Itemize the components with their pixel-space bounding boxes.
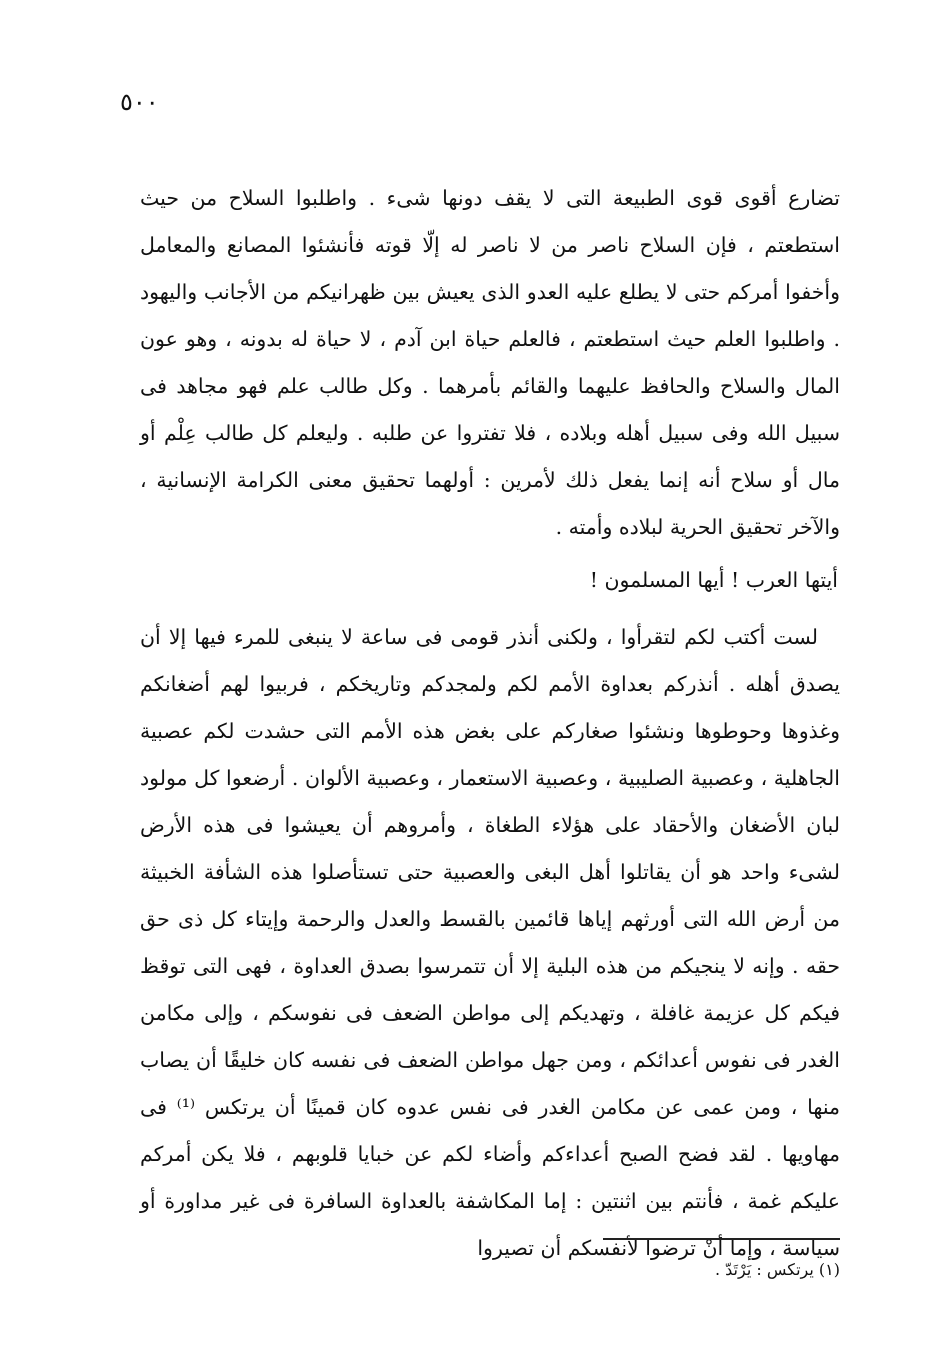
paragraph: لست أكتب لكم لتقرأوا ، ولكنى أنذر قومى فى ساعة لا ينبغى للمرء فيها إلا أن يصدق أهله . أنذركم بعداوة الأمم لكم ولمجدكم وتاريخكم ، فربيوا لهم أضغانكم وغذوها وحوطوها ونشئوا صغاركم على بغض هذه الأمم التى حشدت لكم عصبية الجاهلية ، وعصبية الصليبية ، وعصبية الاستعمار ، وعصبية الألوان . أرضعوا كل مولود لبان الأضغان والأحقاد على هؤلاء الطغاة ، وأمروهم أن يعيشوا فى هذه الأرض لشىء واحد هو أن يقاتلوا أهل البغى والعصبية حتى تستأصلوا هذه الشأفة الخبيثة من أرض الله التى أورثهم إياها قائمين بالقسط والعدل والرحمة وإيتاء كل ذى حق حقه . وإنه لا ينجيكم من هذه البلية إلا أن تتمرسوا بصدق العداوة ، فهى التى توقظ فيكم كل عزيمة غافلة ، وتهديكم إلى مواطن الضعف فى نفوسكم ، وإلى مكامن الغدر فى نفوس أعدائكم ، ومن جهل مواطن الضعف فى نفسه كان خليقًا أن يصاب منها ، ومن عمى عن مكامن الغدر فى نفس عدوه كان قمينًا أن يرتكس ⁽¹⁾ فى مهاويها . لقد فضح الصبح أعداءكم وأضاء لكم عن خبايا قلوبهم ، فلا يكن أمركم عليكم غمة ، فأنتم بين اثنتين : إما المكاشفة بالعداوة السافرة فى غير مداورة أو سياسة ، وإما أنْ ترضوا لأنفسكم أن تصيروا	[140, 625, 841, 1260]
section-heading: أيتها العرب ! أيها المسلمون !	[589, 568, 838, 592]
footnote: (١) يرتكس : يَرْتَدّ .	[714, 1260, 840, 1279]
body-text	[140, 175, 840, 1272]
paragraph: تضارع أقوى قوى الطبيعة التى لا يقف دونها شىء . واطلبوا السلاح من حيث استطعتم ، فإن السلاح ناصر من لا ناصر له إلّا قوته فأنشئوا المصانع والمعامل وأخفوا أمركم حتى لا يطلع عليه العدو الذى يعيش بين ظهرانيكم من الأجانب واليهود . واطلبوا العلم حيث استطعتم ، فالعلم حياة ابن آدم ، لا حياة له بدونه ، وهو عون المال والسلاح والحافظ عليهما والقائم بأمرهما . وكل طالب علم فهو مجاهد فى سبيل الله وفى سبيل أهله وبلاده ، فلا تفتروا عن طلبه . وليعلم كل طالب عِلْم أو مال أو سلاح أنه إنما يفعل ذلك لأمرين : أولهما تحقيق معنى الكرامة الإنسانية ، والآخر تحقيق الحرية لبلاده وأمته .	[140, 186, 840, 539]
page-number: ٥٠٠	[120, 88, 159, 116]
footnote-divider	[603, 1238, 840, 1240]
